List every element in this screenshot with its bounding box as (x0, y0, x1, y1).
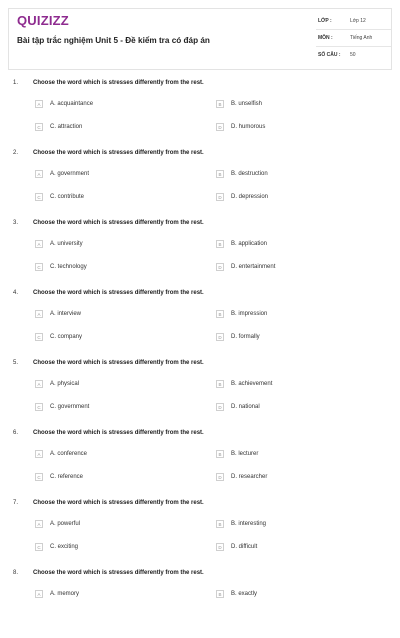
question-number: 5. (13, 360, 19, 366)
option-letter-box: B (216, 520, 224, 528)
option-text: A. conference (50, 451, 88, 457)
answer-option[interactable] (35, 472, 83, 482)
question-number: 3. (13, 220, 19, 226)
answer-option[interactable] (216, 192, 268, 202)
option-text: C. reference (50, 474, 84, 480)
option-letter-box: A (35, 100, 43, 108)
question-number: 2. (13, 150, 19, 156)
question-text: Choose the word which is stresses differently from the rest. (33, 80, 204, 86)
option-text: C. government (50, 404, 90, 410)
option-letter-box: C (35, 193, 43, 201)
question-text: Choose the word which is stresses differently from the rest. (33, 430, 204, 436)
option-text: A. physical (50, 381, 80, 387)
option-text: B. achievement (231, 381, 273, 387)
option-text: B. destruction (231, 171, 268, 177)
option-text: D. humorous (231, 124, 266, 130)
meta-value: Lớp 12 (350, 18, 366, 24)
answer-option[interactable] (35, 309, 81, 319)
option-letter-box: C (35, 123, 43, 131)
question-number: 6. (13, 430, 19, 436)
option-letter-box: C (35, 333, 43, 341)
option-text: B. unselfish (231, 101, 263, 107)
answer-option[interactable] (35, 169, 89, 179)
option-text: B. application (231, 241, 268, 247)
answer-option[interactable] (35, 99, 93, 109)
option-letter-box: D (216, 123, 224, 131)
question-item (0, 78, 400, 148)
answer-option[interactable] (216, 169, 268, 179)
option-letter-box: A (35, 240, 43, 248)
option-text: D. national (231, 404, 260, 410)
question-text: Choose the word which is stresses differently from the rest. (33, 150, 204, 156)
answer-option[interactable] (216, 379, 272, 389)
meta-row-class (316, 13, 391, 30)
answer-option[interactable] (216, 542, 257, 552)
option-letter-box: C (35, 263, 43, 271)
meta-label: LỚP : (318, 18, 332, 24)
option-letter-box: B (216, 310, 224, 318)
option-text: A. memory (50, 591, 80, 597)
answer-option[interactable] (35, 542, 78, 552)
option-letter-box: A (35, 520, 43, 528)
option-text: C. technology (50, 264, 87, 270)
question-item (0, 358, 400, 428)
answer-option[interactable] (35, 519, 80, 529)
option-letter-box: A (35, 310, 43, 318)
option-letter-box: D (216, 193, 224, 201)
answer-option[interactable] (35, 262, 87, 272)
option-text: C. exciting (50, 544, 79, 550)
answer-option[interactable] (216, 519, 266, 529)
answer-option[interactable] (216, 99, 262, 109)
option-letter-box: A (35, 590, 43, 598)
meta-row-count (316, 47, 391, 63)
worksheet-title: Bài tập trắc nghiệm Unit 5 - Đề kiểm tra có đáp án (17, 36, 210, 45)
question-item (0, 288, 400, 358)
question-item (0, 218, 400, 288)
question-item (0, 428, 400, 498)
meta-label: MÔN : (318, 35, 333, 41)
meta-label: SỐ CÂU : (318, 52, 341, 58)
question-text: Choose the word which is stresses differently from the rest. (33, 570, 204, 576)
option-letter-box: B (216, 240, 224, 248)
option-text: B. interesting (231, 521, 267, 527)
option-text: D. researcher (231, 474, 268, 480)
option-letter-box: D (216, 543, 224, 551)
option-text: D. entertainment (231, 264, 276, 270)
worksheet-header (8, 8, 392, 70)
answer-option[interactable] (216, 472, 267, 482)
option-text: D. difficult (231, 544, 258, 550)
option-letter-box: C (35, 543, 43, 551)
answer-option[interactable] (35, 402, 89, 412)
answer-option[interactable] (216, 449, 258, 459)
meta-value: 50 (350, 52, 356, 58)
question-number: 8. (13, 570, 19, 576)
option-text: D. formally (231, 334, 260, 340)
option-letter-box: D (216, 333, 224, 341)
option-text: A. interview (50, 311, 82, 317)
option-text: A. powerful (50, 521, 81, 527)
option-text: B. impression (231, 311, 268, 317)
option-text: B. exactly (231, 591, 258, 597)
question-item (0, 498, 400, 568)
option-letter-box: B (216, 100, 224, 108)
option-text: A. government (50, 171, 90, 177)
option-text: A. acquaintance (50, 101, 94, 107)
answer-option[interactable] (216, 402, 260, 412)
answer-option[interactable] (216, 589, 257, 599)
option-letter-box: A (35, 170, 43, 178)
answer-option[interactable] (35, 332, 82, 342)
option-letter-box: B (216, 380, 224, 388)
option-letter-box: D (216, 403, 224, 411)
question-list (0, 78, 400, 638)
question-number: 4. (13, 290, 19, 296)
question-text: Choose the word which is stresses differently from the rest. (33, 220, 204, 226)
question-item (0, 148, 400, 218)
question-text: Choose the word which is stresses differently from the rest. (33, 500, 204, 506)
option-letter-box: D (216, 473, 224, 481)
question-number: 7. (13, 500, 19, 506)
question-text: Choose the word which is stresses differently from the rest. (33, 290, 204, 296)
option-letter-box: B (216, 450, 224, 458)
option-letter-box: A (35, 380, 43, 388)
answer-option[interactable] (216, 309, 267, 319)
option-text: C. contribute (50, 194, 85, 200)
option-text: A. university (50, 241, 83, 247)
question-text: Choose the word which is stresses differently from the rest. (33, 360, 204, 366)
answer-option[interactable] (216, 122, 265, 132)
meta-value: Tiếng Anh (350, 35, 373, 41)
option-text: C. attraction (50, 124, 83, 130)
worksheet-meta (316, 13, 391, 63)
answer-option[interactable] (35, 122, 82, 132)
answer-option[interactable] (35, 589, 79, 599)
answer-option[interactable] (216, 239, 267, 249)
question-number: 1. (13, 80, 19, 86)
question-item (0, 568, 400, 638)
answer-option[interactable] (35, 379, 79, 389)
option-letter-box: D (216, 263, 224, 271)
option-text: C. company (50, 334, 83, 340)
option-letter-box: C (35, 403, 43, 411)
answer-option[interactable] (216, 262, 275, 272)
answer-option[interactable] (35, 239, 83, 249)
option-letter-box: A (35, 450, 43, 458)
answer-option[interactable] (216, 332, 260, 342)
answer-option[interactable] (35, 192, 84, 202)
answer-option[interactable] (35, 449, 87, 459)
option-text: D. depression (231, 194, 269, 200)
meta-row-subject (316, 30, 391, 47)
option-letter-box: B (216, 170, 224, 178)
option-letter-box: B (216, 590, 224, 598)
option-letter-box: C (35, 473, 43, 481)
option-text: B. lecturer (231, 451, 259, 457)
quizizz-logo: QUIZIZZ (17, 13, 69, 28)
